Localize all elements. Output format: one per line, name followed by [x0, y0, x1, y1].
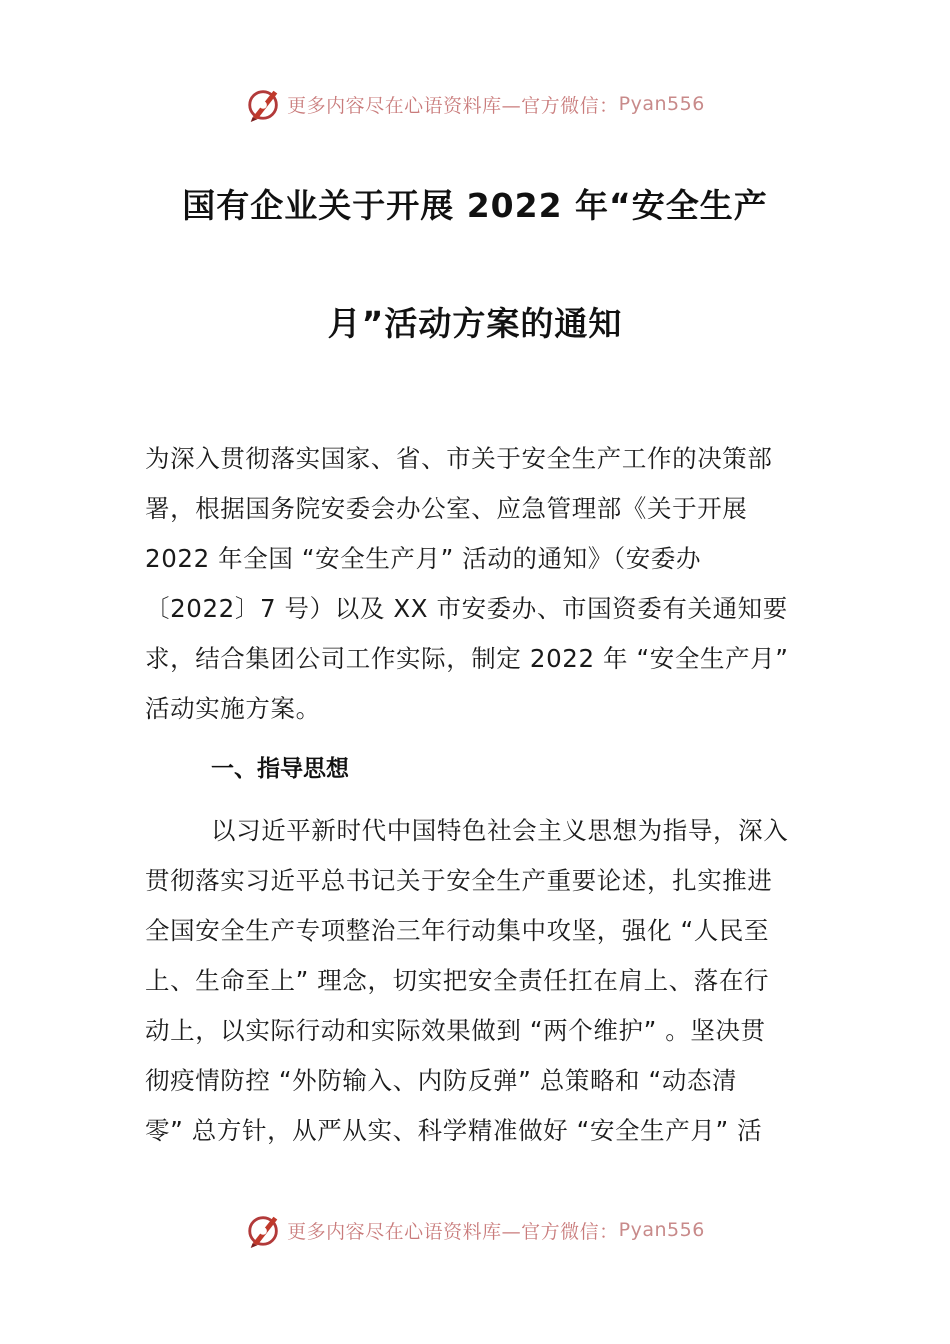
watermark-footer	[0, 1208, 950, 1252]
paragraph-line: 署，根据国务院安委会办公室、应急管理部《关于开展	[145, 494, 748, 523]
guiding-ideology-paragraph	[145, 806, 805, 1156]
document-title-line-2: 月”活动方案的通知	[327, 304, 623, 343]
paragraph-line: 以习近平新时代中国特色社会主义思想为指导，深入	[211, 816, 789, 845]
paragraph-line: 零” 总方针，从严从实、科学精准做好 “安全生产月” 活	[145, 1116, 763, 1145]
paragraph-line: 求，结合集团公司工作实际，制定 2022 年 “安全生产月”	[145, 644, 789, 673]
paragraph-line: 〔2022〕7 号）以及 XX 市安委办、市国资委有关通知要	[145, 594, 788, 623]
section-heading-guiding-ideology: 一、指导思想	[211, 756, 349, 782]
watermark-wechat-id: Pyan556	[618, 93, 705, 115]
paragraph-line: 动上，以实际行动和实际效果做到 “两个维护” 。坚决贯	[145, 1016, 766, 1045]
pen-logo-icon	[245, 1211, 283, 1249]
paragraph-line: 彻疫情防控 “外防输入、内防反弹” 总策略和 “动态清	[145, 1066, 738, 1095]
watermark-header	[0, 82, 950, 126]
paragraph-line: 贯彻落实习近平总书记关于安全生产重要论述，扎实推进	[145, 866, 773, 895]
paragraph-line: 活动实施方案。	[145, 694, 321, 723]
watermark-text: 更多内容尽在心语资料库—官方微信：	[287, 94, 619, 117]
watermark-text: 更多内容尽在心语资料库—官方微信：	[287, 1220, 619, 1243]
watermark-wechat-id: Pyan556	[618, 1219, 705, 1241]
pen-logo-icon	[245, 85, 283, 123]
paragraph-line: 上、生命至上” 理念，切实把安全责任扛在肩上、落在行	[145, 966, 770, 995]
intro-paragraph	[145, 434, 805, 734]
paragraph-line: 全国安全生产专项整治三年行动集中攻坚，强化 “人民至	[145, 916, 770, 945]
document-title-line-1: 国有企业关于开展 2022 年“安全生产	[182, 186, 768, 225]
paragraph-line: 为深入贯彻落实国家、省、市关于安全生产工作的决策部	[145, 444, 773, 473]
paragraph-line: 2022 年全国 “安全生产月” 活动的通知》（安委办	[145, 544, 702, 573]
